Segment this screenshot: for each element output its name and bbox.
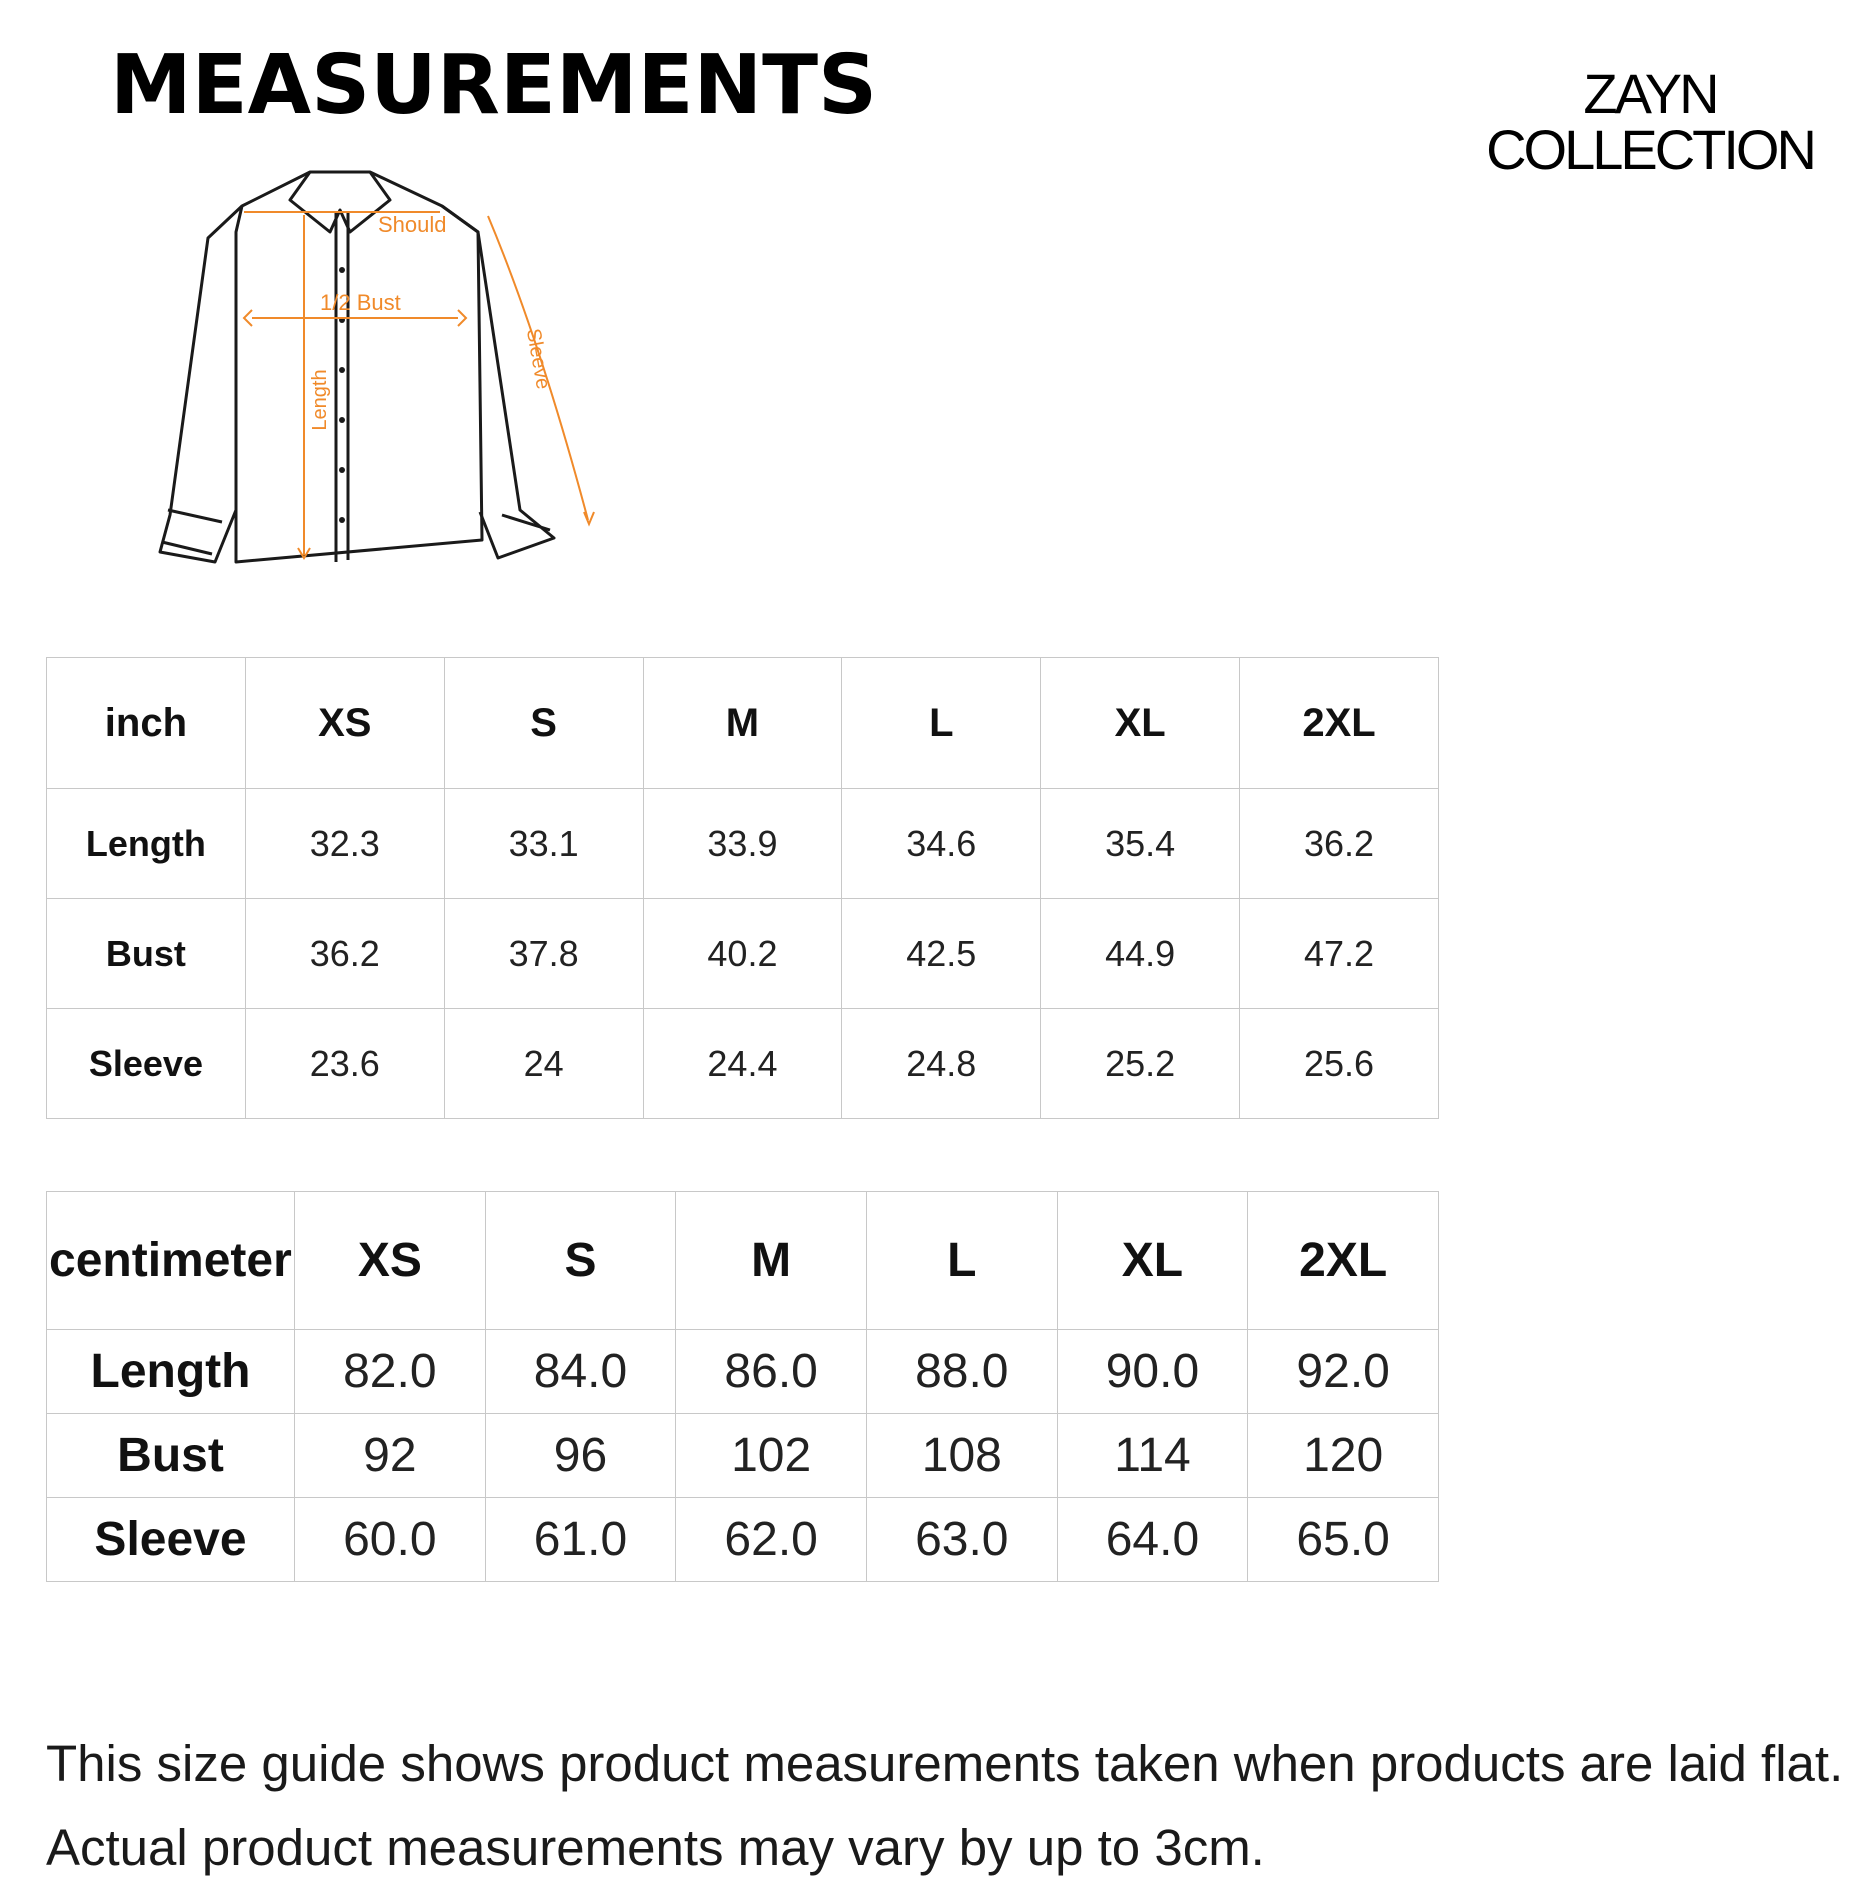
table-cell: 61.0: [485, 1498, 676, 1582]
row-label: Length: [47, 789, 246, 899]
table-cell: 24.8: [842, 1009, 1041, 1119]
table-cell: 86.0: [676, 1330, 867, 1414]
size-header: L: [866, 1192, 1057, 1330]
sleeve-label: Sleeve: [521, 326, 555, 391]
table-cell: 40.2: [643, 899, 842, 1009]
table-cell: 25.6: [1240, 1009, 1439, 1119]
size-header: M: [643, 658, 842, 789]
table-cell: 82.0: [295, 1330, 486, 1414]
size-header: S: [444, 658, 643, 789]
size-header: XS: [295, 1192, 486, 1330]
table-row: [47, 789, 1439, 899]
table-header-row: [47, 1192, 1439, 1330]
unit-label: inch: [47, 658, 246, 789]
row-label: Length: [47, 1330, 295, 1414]
table-cell: 108: [866, 1414, 1057, 1498]
inch-size-table: [46, 657, 1439, 1119]
table-cell: 33.1: [444, 789, 643, 899]
table-cell: 47.2: [1240, 899, 1439, 1009]
size-header: XL: [1041, 658, 1240, 789]
table-row: [47, 899, 1439, 1009]
shoulder-label: Should: [378, 212, 447, 237]
size-header: 2XL: [1240, 658, 1439, 789]
table-row: [47, 1414, 1439, 1498]
brand-logo: [1470, 62, 1830, 181]
table-cell: 33.9: [643, 789, 842, 899]
row-label: Bust: [47, 899, 246, 1009]
table-row: [47, 1330, 1439, 1414]
table-row: [47, 1009, 1439, 1119]
unit-label: centimeter: [47, 1192, 295, 1330]
table-cell: 102: [676, 1414, 867, 1498]
size-header: 2XL: [1248, 1192, 1439, 1330]
row-label: Sleeve: [47, 1009, 246, 1119]
brand-line-1: ZAYN: [1583, 62, 1717, 125]
table-cell: 64.0: [1057, 1498, 1248, 1582]
size-header: M: [676, 1192, 867, 1330]
table-cell: 88.0: [866, 1330, 1057, 1414]
table-cell: 62.0: [676, 1498, 867, 1582]
page-title: MEASUREMENTS: [110, 38, 878, 133]
table-cell: 84.0: [485, 1330, 676, 1414]
table-cell: 36.2: [245, 899, 444, 1009]
shirt-left-sleeve: [160, 206, 242, 562]
table-header-row: [47, 658, 1439, 789]
table-cell: 120: [1248, 1414, 1439, 1498]
table-cell: 92.0: [1248, 1330, 1439, 1414]
table-cell: 25.2: [1041, 1009, 1240, 1119]
cm-size-table: [46, 1191, 1439, 1582]
table-cell: 65.0: [1248, 1498, 1439, 1582]
table-cell: 92: [295, 1414, 486, 1498]
table-cell: 44.9: [1041, 899, 1240, 1009]
size-header: S: [485, 1192, 676, 1330]
size-header: XS: [245, 658, 444, 789]
table-cell: 34.6: [842, 789, 1041, 899]
table-cell: 42.5: [842, 899, 1041, 1009]
table-cell: 90.0: [1057, 1330, 1248, 1414]
shirt-diagram: [140, 160, 620, 580]
brand-line-2: COLLECTION: [1486, 118, 1814, 181]
table-cell: 60.0: [295, 1498, 486, 1582]
table-cell: 37.8: [444, 899, 643, 1009]
table-cell: 24: [444, 1009, 643, 1119]
table-cell: 63.0: [866, 1498, 1057, 1582]
size-header: XL: [1057, 1192, 1248, 1330]
size-header: L: [842, 658, 1041, 789]
half-bust-label: 1/2 Bust: [320, 290, 401, 315]
table-row: [47, 1498, 1439, 1582]
table-cell: 24.4: [643, 1009, 842, 1119]
table-cell: 114: [1057, 1414, 1248, 1498]
table-cell: 35.4: [1041, 789, 1240, 899]
table-cell: 96: [485, 1414, 676, 1498]
table-cell: 32.3: [245, 789, 444, 899]
length-label: Length: [309, 369, 331, 431]
table-cell: 36.2: [1240, 789, 1439, 899]
row-label: Sleeve: [47, 1498, 295, 1582]
row-label: Bust: [47, 1414, 295, 1498]
table-cell: 23.6: [245, 1009, 444, 1119]
size-guide-note: This size guide shows product measurements taken when products are laid flat. Actual product measurements may vary by up to 3cm.: [46, 1735, 1844, 1876]
